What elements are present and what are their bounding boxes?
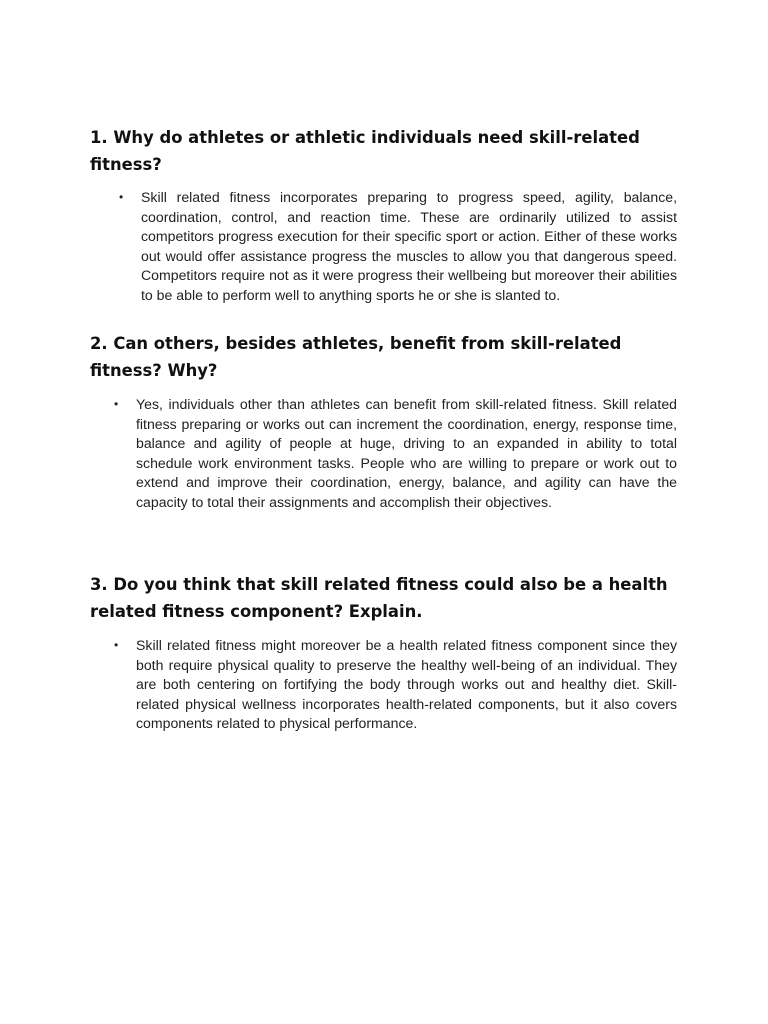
question-section-1 [90,124,690,305]
answer-text-3: Skill related fitness might moreover be a health related fitness component since they both require physical quality to preserve the healthy well-being of an individual. They are both centering on fortifying the body through works out and healthy diet. Skill-related physical wellness incorporates health-related components, but it also covers components related to physical performance. [136,637,677,731]
question-heading-3: 3. Do you think that skill related fitness could also be a health related fitness component? Explain. [90,575,668,621]
answer-list-1 [119,188,677,305]
answer-text-1: Skill related fitness incorporates preparing to progress speed, agility, balance, coordination, control, and reaction time. These are ordinarily utilized to assist competitors progress execution for their specific sport or action. Either of these works out would offer assistance progress the muscles to allow you that dangerous speed. Competitors require not as it were progress their wellbeing but moreover their abilities to be able to perform well to anything sports he or she is slanted to. [141,189,677,303]
bullet-icon: • [114,397,119,411]
answer-item [114,395,677,512]
bullet-icon: • [119,190,124,204]
answer-list-3 [114,636,677,734]
answer-item [114,636,677,734]
bullet-icon: • [114,638,119,652]
answer-text-2: Yes, individuals other than athletes can benefit from skill-related fitness. Skill related fitness preparing or works out can increment the coordination, energy, response time, balance and agility of people at huge, driving to an expanded in ability to total schedule work environment tasks. People who are willing to prepare or work out to extend and improve their coordination, energy, balance, and agility can have the capacity to total their assignments and accomplish their objectives. [136,396,677,510]
question-heading-2: 2. Can others, besides athletes, benefit from skill-related fitness? Why? [90,334,622,380]
question-section-2 [90,330,690,512]
question-section-3 [90,571,690,734]
answer-list-2 [114,395,677,512]
answer-item [119,188,677,305]
question-heading-1: 1. Why do athletes or athletic individuals need skill-related fitness? [90,128,640,174]
